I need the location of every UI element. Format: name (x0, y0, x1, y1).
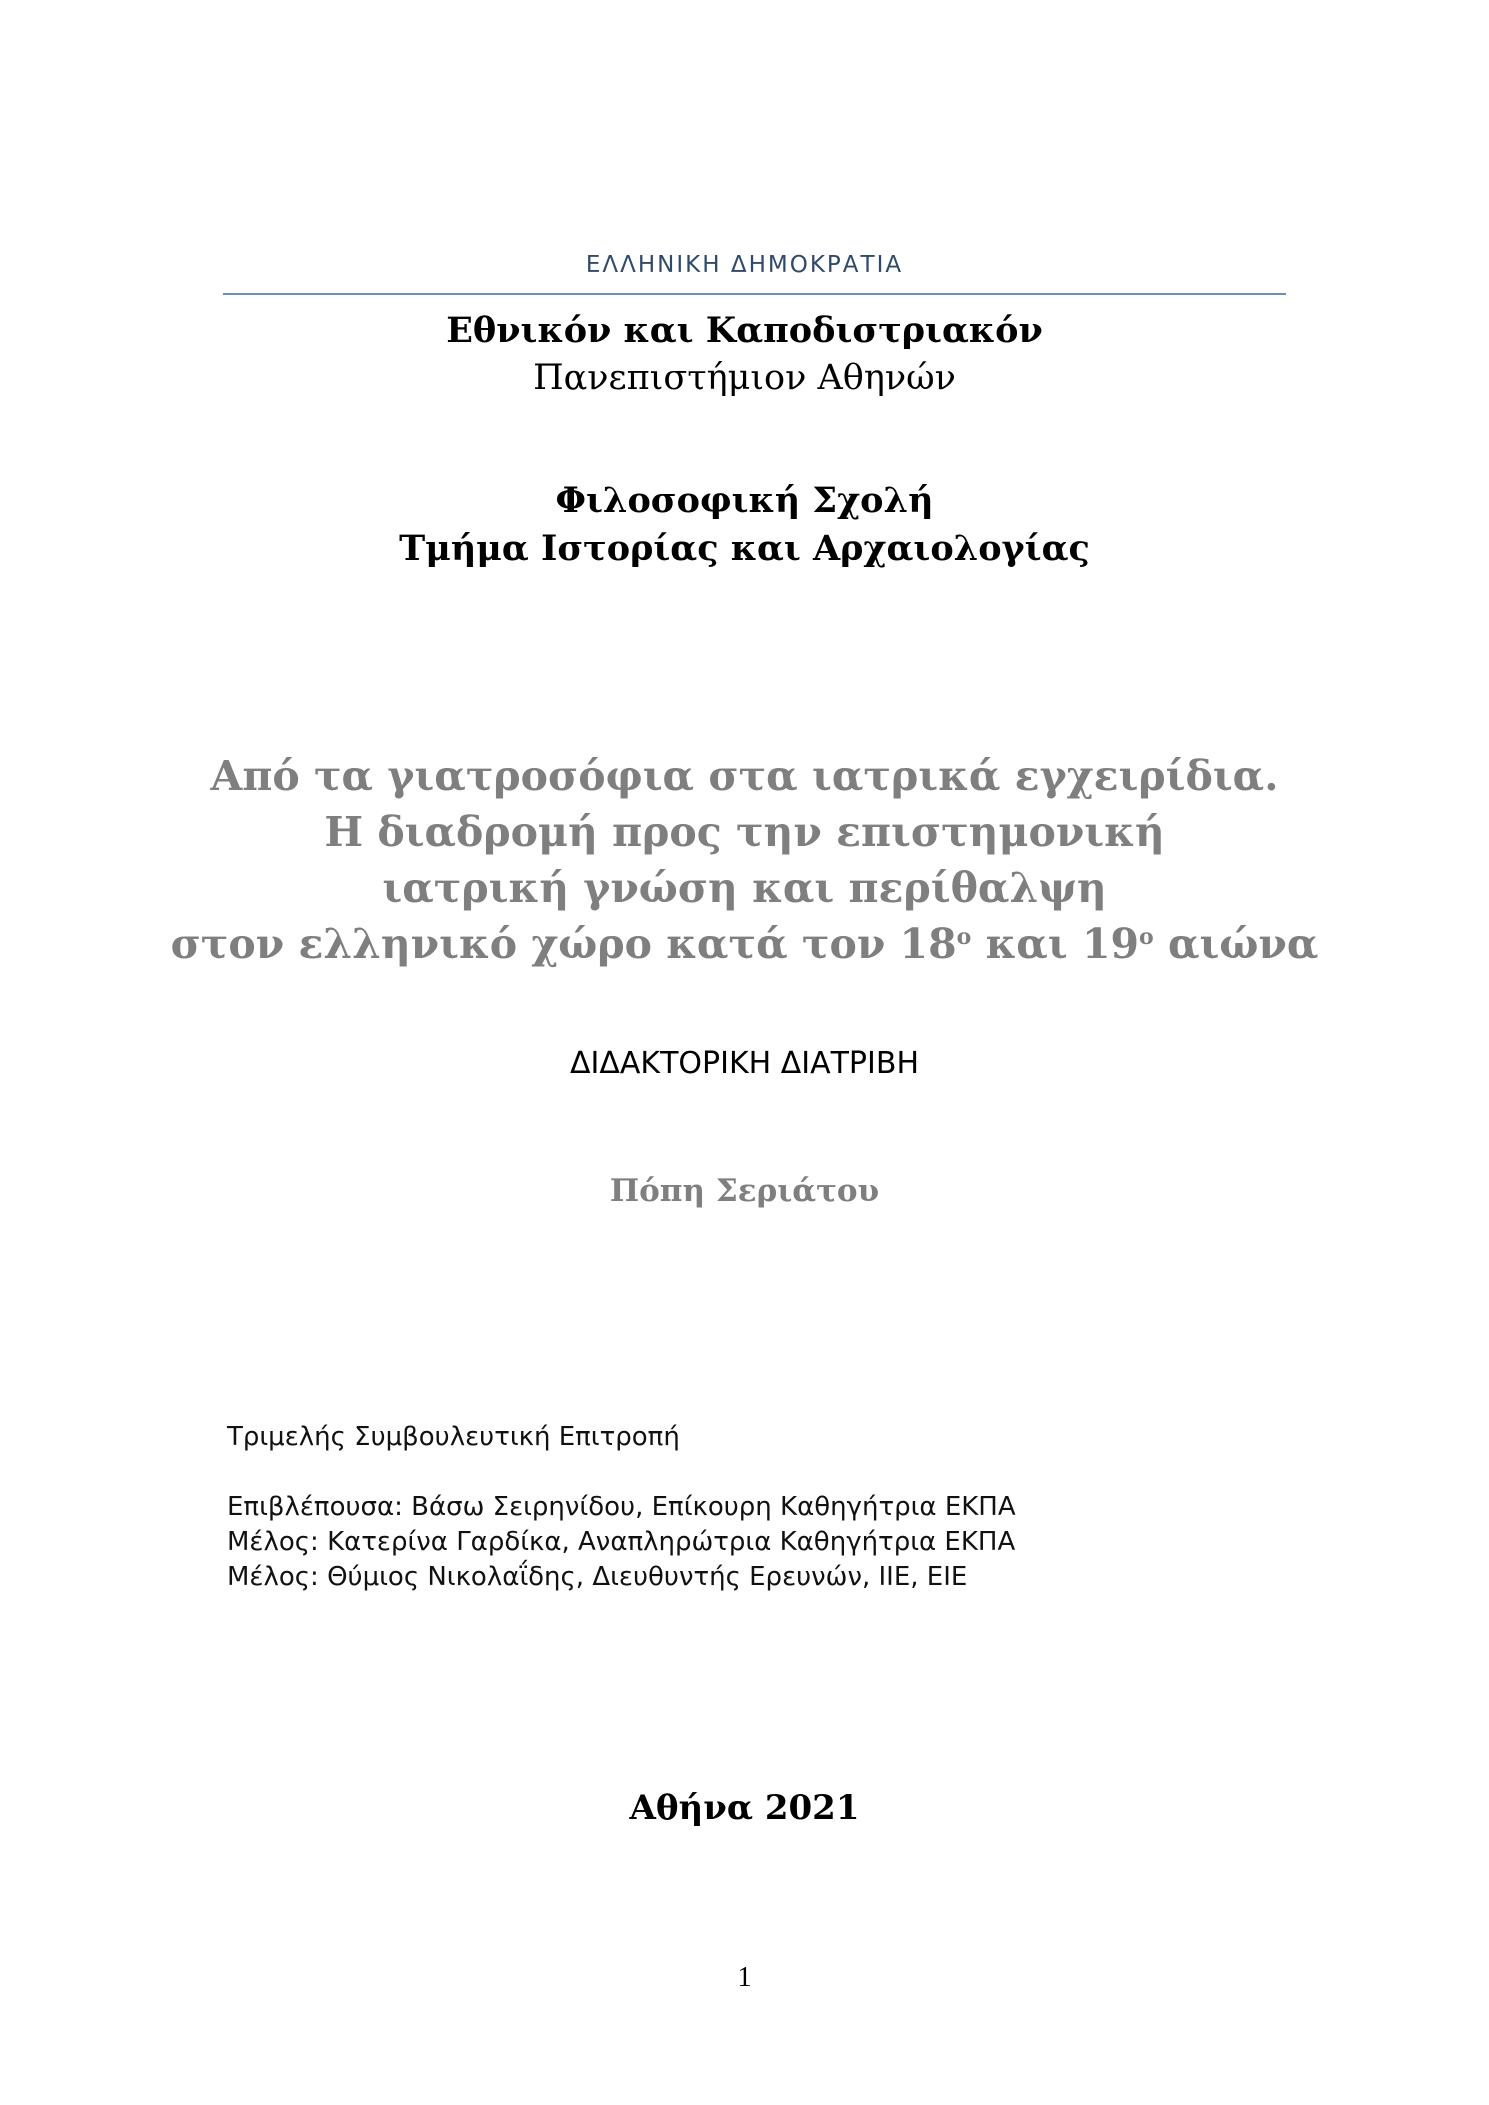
city-year: Αθήνα 2021 (629, 1788, 860, 1828)
university-name-line2: Πανεπιστήμιον Αθηνών (533, 358, 956, 398)
school-name: Φιλοσοφική Σχολή (555, 480, 934, 521)
title-line4-part2: και 19 (971, 920, 1140, 968)
title-superscript-2: ο (1139, 924, 1154, 950)
title-line4-part3: αιώνα (1153, 920, 1319, 968)
university-name-line1: Εθνικόν και Καποδιστριακόν (446, 310, 1043, 351)
header-divider (223, 293, 1286, 295)
committee-member-supervisor: Επιβλέπουσα: Βάσω Σειρηνίδου, Επίκουρη Καθηγήτρια ΕΚΠΑ (227, 1492, 1016, 1522)
title-line4-part1: στον ελληνικό χώρο κατά τον 18 (170, 920, 957, 968)
committee-member-2: Μέλος: Κατερίνα Γαρδίκα, Αναπληρώτρια Καθηγήτρια ΕΚΠΑ (227, 1527, 1016, 1557)
thesis-title-line1: Από τα γιατροσόφια στα ιατρικά εγχειρίδια. (210, 752, 1279, 800)
title-superscript-1: ο (956, 924, 972, 950)
page-number: 1 (737, 1962, 752, 1993)
committee-heading: Τριμελής Συμβουλευτική Επιτροπή (227, 1422, 680, 1452)
thesis-type: ΔΙΔΑΚΤΟΡΙΚΗ ΔΙΑΤΡΙΒΗ (569, 1046, 920, 1081)
thesis-title-line4 (0, 920, 1489, 968)
author-name: Πόπη Σεριάτου (609, 1173, 880, 1209)
thesis-title-line3: ιατρική γνώση και περίθαλψη (382, 864, 1107, 912)
department-name: Τμήμα Ιστορίας και Αρχαιολογίας (399, 528, 1090, 569)
committee-member-3: Μέλος: Θύμιος Νικολαΐδης, Διευθυντής Ερευνών, ΙΙΕ, ΕΙΕ (227, 1562, 968, 1592)
thesis-title-line2: Η διαδρομή προς την επιστημονική (324, 808, 1165, 856)
country-heading: ΕΛΛΗΝΙΚΗ ΔΗΜΟΚΡΑΤΙΑ (585, 252, 904, 278)
